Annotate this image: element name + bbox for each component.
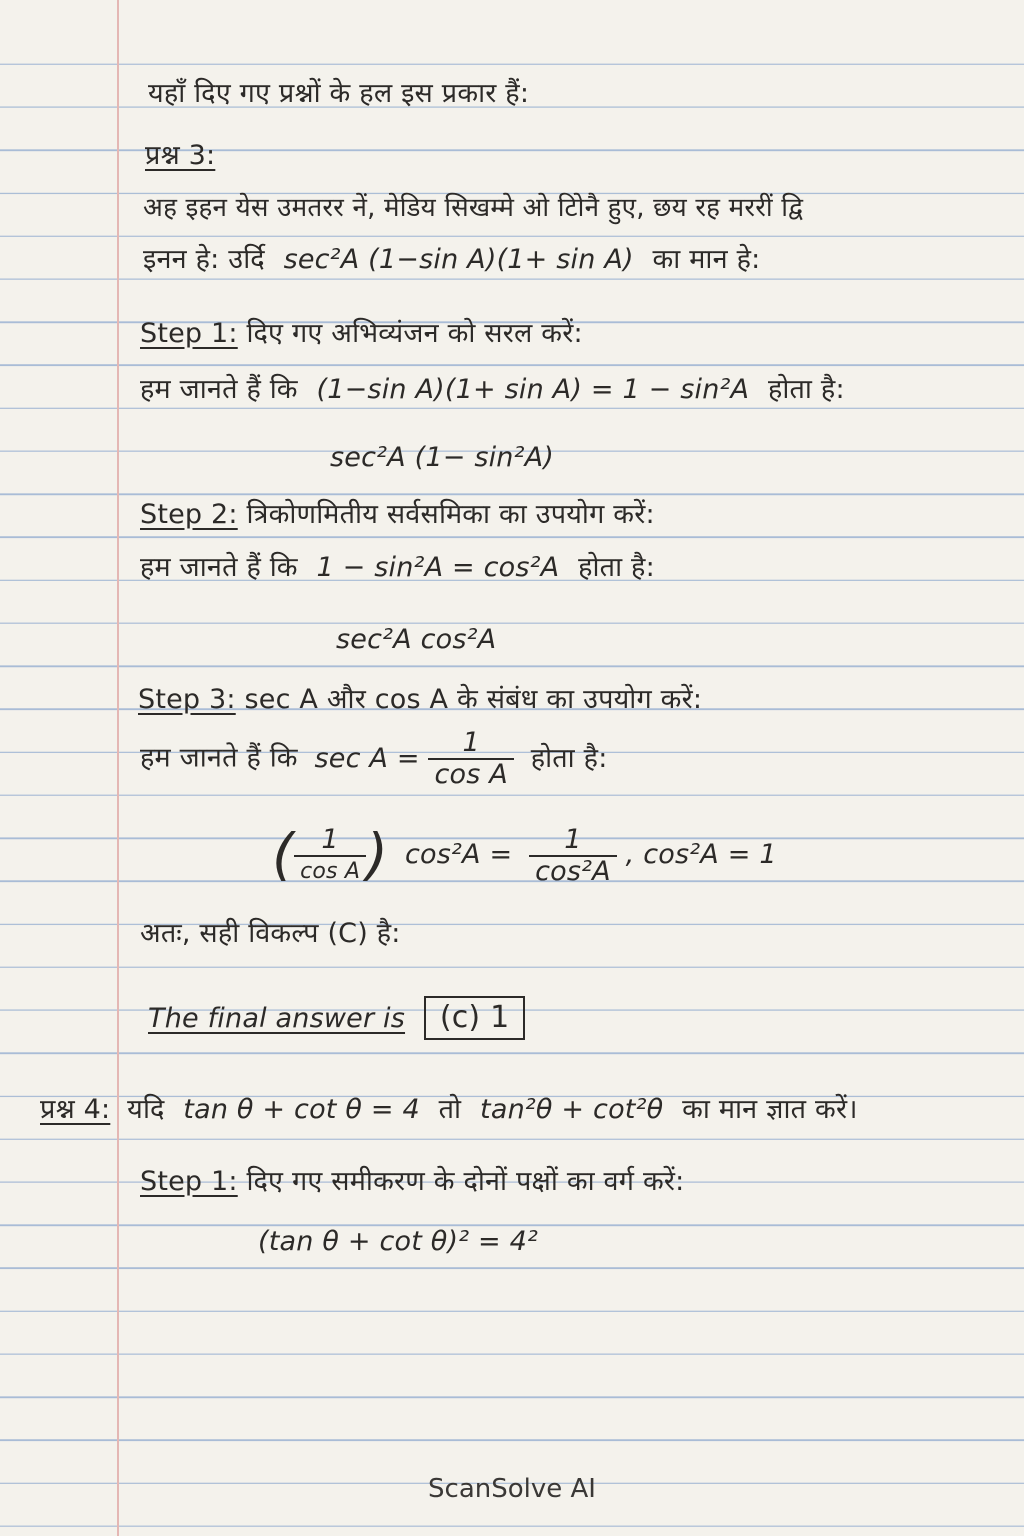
- q3-step3-text-b: होता है:: [530, 742, 608, 774]
- fraction-denominator: cos A: [434, 759, 508, 790]
- q3-step1-expression: (1−sin A)(1+ sin A) = 1 − sin²A: [316, 374, 750, 405]
- q3-step2-header: [140, 497, 655, 533]
- q3-step3-fraction: [428, 728, 513, 790]
- q3-step2-result: sec²A cos²A: [336, 624, 497, 655]
- q3-step3-eq-end: , cos²A = 1: [625, 839, 777, 870]
- q3-step2-text-b: होता है:: [578, 552, 655, 583]
- q4-heading: प्रश्न 4:: [40, 1094, 111, 1125]
- q3-step3-eq-fraction: [294, 825, 366, 887]
- q4-prompt-text-c: का मान ज्ञात करें।: [682, 1094, 858, 1125]
- q3-step1-result: sec²A (1− sin²A): [330, 442, 555, 473]
- q3-heading: प्रश्न 3:: [145, 140, 216, 171]
- q3-conclusion: अतः, सही विकल्प (C) है:: [140, 918, 401, 949]
- q3-step2-body: [140, 550, 655, 586]
- q4-step1-label: Step 1:: [140, 1166, 238, 1197]
- q3-step2-title: त्रिकोणमितीय सर्वसमिका का उपयोग करें:: [246, 499, 655, 530]
- fraction-denominator: cos A: [300, 858, 361, 884]
- q3-step3-equation: [272, 820, 777, 890]
- margin-line: [117, 0, 119, 1536]
- q4-prompt-expression1: tan θ + cot θ = 4: [183, 1094, 420, 1125]
- q3-prompt-expression: sec²A (1−sin A)(1+ sin A): [283, 244, 634, 275]
- q3-prompt-text-a: इनन हे: उर्दि: [143, 244, 265, 275]
- fraction-numerator: 1: [294, 825, 366, 857]
- q3-step2-text-a: हम जानते हैं कि: [140, 552, 298, 583]
- q3-step1-body: [140, 372, 845, 408]
- q3-step1-label: Step 1:: [140, 318, 238, 349]
- q3-prompt-text-b: का मान हे:: [652, 244, 761, 275]
- q3-step3-label: Step 3:: [138, 684, 236, 715]
- q4-prompt-text-b: तो: [438, 1094, 462, 1125]
- q3-prompt-line2: [143, 242, 760, 278]
- q3-step1-text-b: होता है:: [768, 374, 845, 405]
- q4-prompt: [40, 1092, 858, 1128]
- fraction-numerator: 1: [529, 825, 617, 857]
- q3-step1-title: दिए गए अभिव्यंजन को सरल करें:: [246, 318, 583, 349]
- q3-step1-header: [140, 316, 583, 352]
- final-answer-box: (c) 1: [424, 996, 526, 1040]
- q3-final-answer-line: [148, 996, 525, 1040]
- q3-step2-label: Step 2:: [140, 499, 238, 530]
- q3-step3-text-a: हम जानते हैं कि: [140, 742, 298, 774]
- q4-prompt-text-a: यदि: [127, 1094, 165, 1125]
- q3-step3-header: [138, 682, 702, 718]
- q4-step1-title: दिए गए समीकरण के दोनों पक्षों का वर्ग करें:: [246, 1166, 685, 1197]
- q3-step3-title: sec A और cos A के संबंध का उपयोग करें:: [244, 684, 703, 715]
- footer-brand: ScanSolve AI: [428, 1474, 596, 1504]
- fraction-denominator: cos²A: [535, 855, 611, 887]
- close-paren: ): [366, 822, 389, 888]
- q4-step1-header: [140, 1164, 684, 1200]
- q3-prompt-line1: अह इहन येस उमतरर नें, मेडिय सिखम्मे ओ टिोनै हुए, छय रह मररीं द्वि: [143, 193, 804, 223]
- fraction-numerator: 1: [428, 728, 513, 760]
- q4-prompt-expression2: tan²θ + cot²θ: [480, 1094, 664, 1125]
- final-answer-label: The final answer is: [148, 1003, 406, 1034]
- q3-step3-body: [140, 728, 608, 790]
- q3-step3-eq-mid: cos²A =: [404, 839, 513, 870]
- intro-line: यहाँ दिए गए प्रश्नों के हल इस प्रकार हैं:: [148, 78, 530, 109]
- q4-step1-result: (tan θ + cot θ)² = 4²: [258, 1226, 539, 1257]
- q3-step1-text-a: हम जानते हैं कि: [140, 374, 298, 405]
- q3-step3-eq-fraction2: [529, 825, 617, 887]
- q3-step3-lhs: sec A =: [314, 742, 420, 774]
- open-paren: (: [272, 822, 295, 888]
- q3-step2-expression: 1 − sin²A = cos²A: [316, 552, 560, 583]
